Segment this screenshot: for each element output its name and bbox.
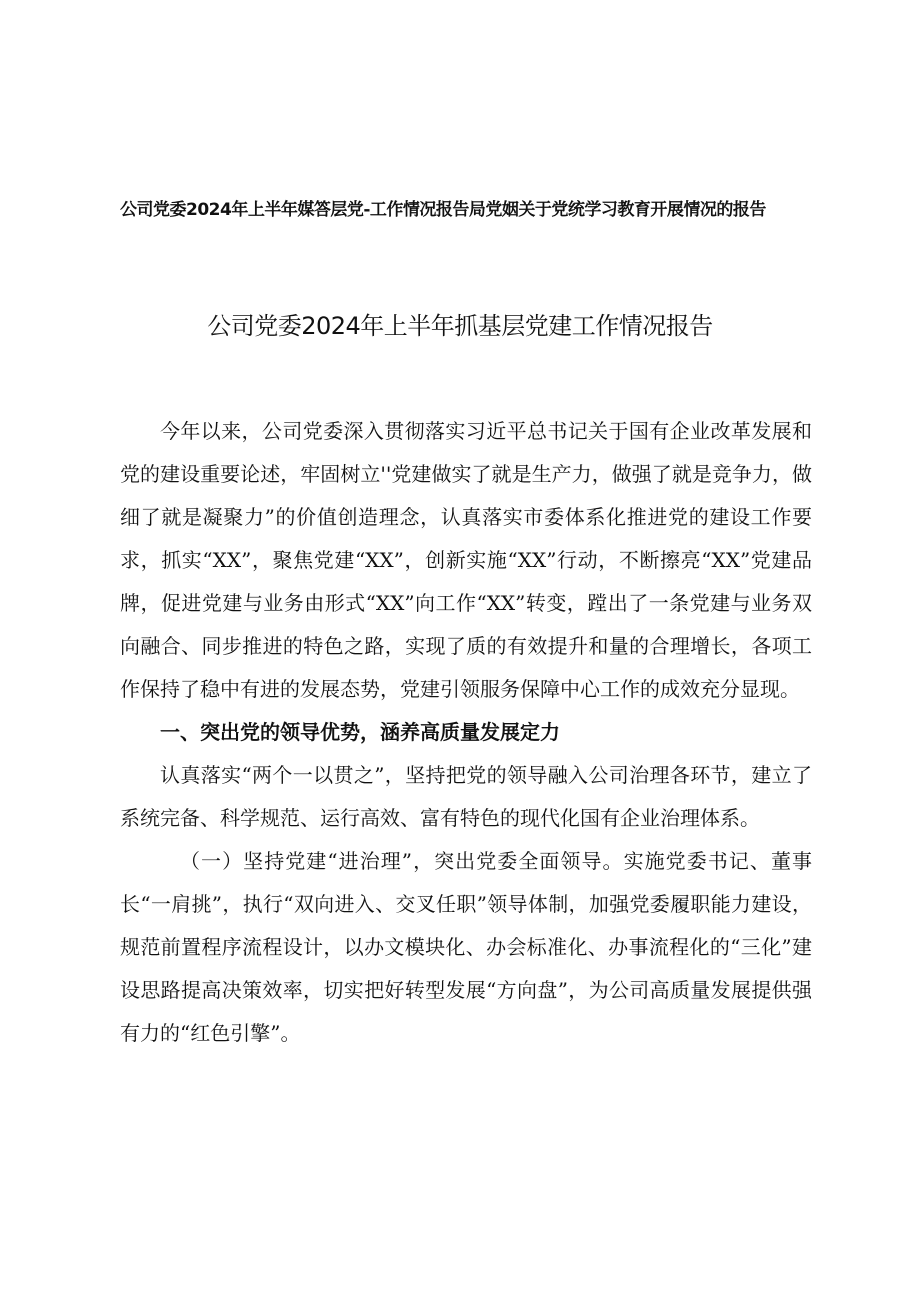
subsection-1-paragraph: （一）坚持党建“进治理”，突出党委全面领导。实施党委书记、董事长“一肩挑”，执行“双向进入、交叉任职”领导体制，加强党委履职能力建设，规范前置程序流程设计，以办文模块化、办会标准化、办事流程化的“三化”建设思路提高决策效率，切实把好转型发展“方向盘”，为公司高质量发展提供强有力的“红色引擎”。: [120, 849, 812, 1045]
document-body: [120, 410, 812, 1055]
section-1-paragraph: 认真落实“两个一以贯之”，坚持把党的领导融入公司治理各环节，建立了系统完备、科学规范、运行高效、富有特色的现代化国有企业治理体系。: [120, 763, 812, 830]
report-title: 公司党委2024年上半年抓基层党建工作情况报告: [207, 312, 713, 340]
section-1-heading: 一、突出党的领导优势，涵养高质量发展定力: [160, 720, 560, 744]
document-header-title: 公司党委2024年上半年媒答层党-工作情况报告局党姻关于党统学习教育开展情况的报告: [120, 200, 766, 220]
intro-paragraph: 今年以来，公司党委深入贯彻落实习近平总书记关于国有企业改革发展和党的建设重要论述，牢固树立''党建做实了就是生产力，做强了就是竞争力，做细了就是凝聚力”的价值创造理念，认真落实市委体系化推进党的建设工作要求，抓实“XX”，聚焦党建“XX”，创新实施“XX”行动，不断擦亮“XX”党建品牌，促进党建与业务由形式“XX”向工作“XX”转变，蹚出了一条党建与业务双向融合、同步推进的特色之路，实现了质的有效提升和量的合理增长，各项工作保持了稳中有进的发展态势，党建引领服务保障中心工作的成效充分显现。: [120, 419, 812, 701]
